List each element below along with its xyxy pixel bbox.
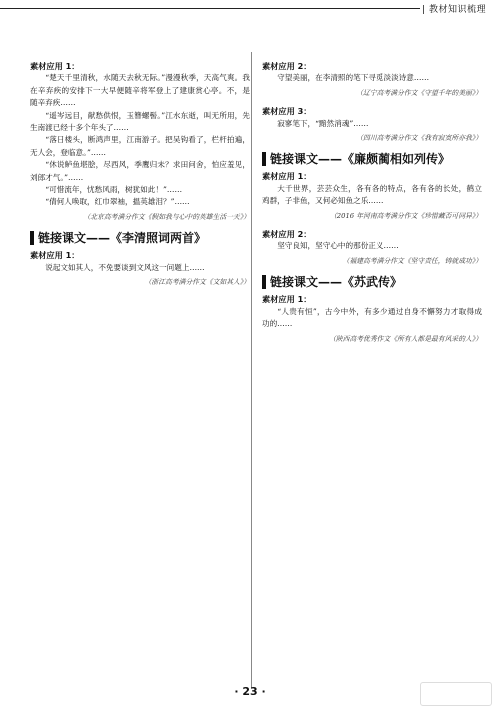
- page-number: · 23 ·: [234, 685, 266, 698]
- column-divider: [251, 52, 252, 688]
- section-marker: [262, 275, 266, 289]
- paragraph: 说起文如其人，不免要谈到文风这一问题上……: [45, 262, 205, 272]
- right-column: [262, 56, 482, 351]
- source-citation: （辽宁高考满分作文《守望千年的美丽》）: [356, 88, 482, 97]
- material-heading: 素材应用 2：: [262, 229, 312, 240]
- paragraph: “可惜流年，忧愁风雨，树犹如此！”……: [45, 185, 183, 195]
- paragraph: “遥岑远目，献愁供恨，玉簪螺髻。”江水东逝，叫无所用，先生南渡已经十多个年头了……: [30, 110, 250, 133]
- material-heading: 素材应用 3：: [262, 106, 312, 117]
- source-citation: （陕西高考优秀作文《所有人都是最有风采的人》）: [329, 334, 482, 343]
- section-title: 链接课文——《李清照词两首》: [38, 231, 207, 246]
- section-title: 链接课文——《廉颇蔺相如列传》: [270, 152, 451, 167]
- header-label: | 教材知识梳理: [422, 5, 486, 15]
- paragraph: “休说鲈鱼堪脍，尽西风，季鹰归未？求田问舍，怕应羞见，刘郎才气。”……: [30, 160, 250, 182]
- section-header: [30, 231, 250, 245]
- paragraph: 坚守良知，坚守心中的那份正义……: [277, 241, 399, 251]
- paragraph: 守望美丽，在李清照的笔下寻觅淡淡诗意……: [277, 73, 430, 83]
- paragraph: “落日楼头，断鸿声里，江南游子。把吴钩看了，栏杆拍遍，无人会，登临意。”……: [30, 135, 250, 157]
- source-citation: （2016 年河南高考满分作文《珍惜藏否可同异》）: [330, 211, 482, 220]
- section-title: 链接课文——《苏武传》: [270, 275, 403, 290]
- header-rule: [0, 8, 420, 9]
- material-heading: 素材应用 2：: [262, 61, 312, 71]
- material-heading: 素材应用 1：: [262, 294, 312, 305]
- section-marker: [30, 231, 34, 245]
- material-heading: 素材应用 1：: [30, 61, 80, 71]
- section-header: [262, 152, 482, 166]
- material-heading: 素材应用 1：: [262, 171, 312, 182]
- section-marker: [262, 152, 266, 166]
- paragraph: “倩何人唤取，红巾翠袖，揾英雄泪？”……: [45, 197, 190, 207]
- watermark-logo: [420, 682, 492, 706]
- left-column: [30, 56, 250, 295]
- page-header: [0, 0, 500, 32]
- section-header: [262, 275, 482, 289]
- source-citation: （四川高考满分作文《我有寂寞所亦我》）: [356, 134, 482, 143]
- source-citation: （浙江高考满分作文《文如其人》）: [144, 278, 250, 287]
- paragraph: “楚天千里清秋，水随天去秋无际。”漫漫秋季，天高气爽。我在辛弃疾的安排下一大早便随辛将军登上了建康赏心亭。不，是随辛弃疾……: [30, 73, 250, 108]
- paragraph: 大千世界，芸芸众生，各有各的特点，各有各的长处，鹤立鸡群，子非鱼，又何必知鱼之乐……: [262, 183, 482, 206]
- paragraph: “人贵有恒”，古今中外，有多少通过自身不懈努力才取得成功的……: [262, 306, 482, 329]
- source-citation: （北京高考满分作文《假如我与心中的英雄生活一天》）: [83, 212, 250, 221]
- paragraph: 寂寥笔下，“黯然消魂”……: [277, 118, 369, 128]
- source-citation: （福建高考满分作文《坚守责任，铸就成功》）: [342, 256, 482, 265]
- material-heading: 素材应用 1：: [30, 250, 80, 261]
